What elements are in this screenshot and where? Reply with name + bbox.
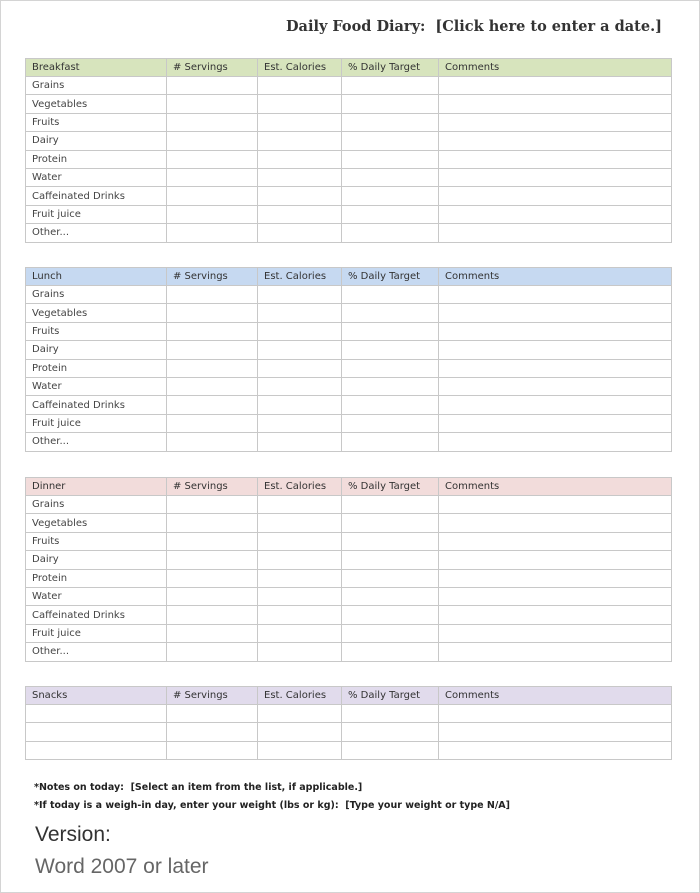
table-row [26, 496, 672, 514]
calories-cell[interactable] [258, 168, 342, 186]
servings-cell[interactable] [167, 224, 258, 242]
daily-target-cell[interactable] [342, 377, 439, 395]
servings-cell[interactable] [167, 187, 258, 205]
food-item-label: Fruits [26, 113, 167, 131]
daily-target-cell[interactable] [342, 496, 439, 514]
daily-target-cell[interactable] [342, 322, 439, 340]
food-item-label: Grains [26, 77, 167, 95]
dinner-table [25, 477, 672, 662]
comments-cell[interactable] [439, 341, 672, 359]
food-item-label: Other... [26, 433, 167, 451]
food-item-label: Fruits [26, 532, 167, 550]
section-label: Dinner [26, 478, 167, 496]
table-row [26, 150, 672, 168]
servings-header: # Servings [167, 687, 258, 705]
comments-header: Comments [439, 59, 672, 77]
food-item-label: Dairy [26, 551, 167, 569]
version-value: Word 2007 or later [35, 855, 209, 878]
table-row [26, 77, 672, 95]
food-item-label: Water [26, 377, 167, 395]
table-row [26, 514, 672, 532]
food-item-label: Caffeinated Drinks [26, 606, 167, 624]
food-item-label: Vegetables [26, 304, 167, 322]
daily-target-cell[interactable] [342, 643, 439, 661]
food-item-label: Other... [26, 643, 167, 661]
comments-cell[interactable] [439, 224, 672, 242]
food-item-label: Fruits [26, 322, 167, 340]
servings-cell[interactable] [167, 205, 258, 223]
table-row [26, 341, 672, 359]
servings-cell[interactable] [167, 132, 258, 150]
table-row [26, 705, 672, 723]
snacks-header-row [26, 687, 672, 705]
comments-cell[interactable] [439, 187, 672, 205]
weight-field[interactable]: [Type your weight or type N/A] [345, 800, 511, 811]
table-row [26, 587, 672, 605]
calories-header: Est. Calories [258, 478, 342, 496]
servings-cell[interactable] [167, 150, 258, 168]
table-row [26, 551, 672, 569]
comments-cell[interactable] [439, 322, 672, 340]
title-label: Daily Food Diary: [285, 18, 426, 35]
daily-target-cell[interactable] [342, 168, 439, 186]
table-row [26, 304, 672, 322]
table-row [26, 377, 672, 395]
calories-cell[interactable] [258, 377, 342, 395]
servings-cell[interactable] [167, 587, 258, 605]
daily-target-cell[interactable] [342, 569, 439, 587]
comments-cell[interactable] [439, 95, 672, 113]
comments-cell[interactable] [439, 514, 672, 532]
servings-cell[interactable] [167, 643, 258, 661]
calories-cell[interactable] [258, 723, 342, 741]
comments-cell[interactable] [439, 433, 672, 451]
date-picker-field[interactable]: [Click here to enter a date.] [435, 18, 662, 35]
snack-item-cell[interactable] [26, 705, 167, 723]
food-item-label: Protein [26, 359, 167, 377]
daily-target-cell[interactable] [342, 433, 439, 451]
comments-cell[interactable] [439, 304, 672, 322]
servings-cell[interactable] [167, 496, 258, 514]
daily-target-cell[interactable] [342, 77, 439, 95]
food-item-label: Grains [26, 496, 167, 514]
daily-target-cell[interactable] [342, 532, 439, 550]
daily-target-cell[interactable] [342, 95, 439, 113]
calories-cell[interactable] [258, 414, 342, 432]
servings-cell[interactable] [167, 168, 258, 186]
snack-item-cell[interactable] [26, 723, 167, 741]
calories-cell[interactable] [258, 496, 342, 514]
calories-cell[interactable] [258, 741, 342, 759]
food-item-label: Water [26, 168, 167, 186]
notes-today [34, 782, 362, 793]
daily-target-cell[interactable] [342, 551, 439, 569]
daily-target-cell[interactable] [342, 359, 439, 377]
comments-cell[interactable] [439, 168, 672, 186]
calories-cell[interactable] [258, 322, 342, 340]
food-item-label: Grains [26, 286, 167, 304]
snacks-table [25, 686, 672, 760]
servings-cell[interactable] [167, 322, 258, 340]
daily-target-cell[interactable] [342, 624, 439, 642]
table-row [26, 168, 672, 186]
servings-cell[interactable] [167, 341, 258, 359]
comments-cell[interactable] [439, 377, 672, 395]
section-label: Snacks [26, 687, 167, 705]
daily-target-cell[interactable] [342, 587, 439, 605]
calories-header: Est. Calories [258, 687, 342, 705]
comments-cell[interactable] [439, 286, 672, 304]
servings-cell[interactable] [167, 377, 258, 395]
food-item-label: Caffeinated Drinks [26, 187, 167, 205]
food-item-label: Dairy [26, 132, 167, 150]
calories-cell[interactable] [258, 624, 342, 642]
daily-target-cell[interactable] [342, 224, 439, 242]
table-row [26, 433, 672, 451]
daily-target-header: % Daily Target [342, 687, 439, 705]
servings-cell[interactable] [167, 359, 258, 377]
calories-cell[interactable] [258, 551, 342, 569]
table-row [26, 606, 672, 624]
servings-cell[interactable] [167, 414, 258, 432]
servings-cell[interactable] [167, 514, 258, 532]
comments-cell[interactable] [439, 150, 672, 168]
weigh-in-note [34, 800, 510, 811]
food-item-label: Other... [26, 224, 167, 242]
food-item-label: Fruit juice [26, 624, 167, 642]
daily-target-cell[interactable] [342, 741, 439, 759]
comments-cell[interactable] [439, 396, 672, 414]
table-row [26, 113, 672, 131]
calories-cell[interactable] [258, 95, 342, 113]
calories-cell[interactable] [258, 205, 342, 223]
calories-cell[interactable] [258, 532, 342, 550]
servings-cell[interactable] [167, 532, 258, 550]
comments-cell[interactable] [439, 643, 672, 661]
daily-target-cell[interactable] [342, 187, 439, 205]
comments-header: Comments [439, 687, 672, 705]
calories-cell[interactable] [258, 569, 342, 587]
servings-cell[interactable] [167, 286, 258, 304]
table-row [26, 322, 672, 340]
daily-target-header: % Daily Target [342, 59, 439, 77]
comments-cell[interactable] [439, 705, 672, 723]
comments-cell[interactable] [439, 624, 672, 642]
daily-target-header: % Daily Target [342, 268, 439, 286]
daily-target-cell[interactable] [342, 723, 439, 741]
table-row [26, 624, 672, 642]
table-row [26, 723, 672, 741]
table-row [26, 132, 672, 150]
servings-header: # Servings [167, 478, 258, 496]
calories-cell[interactable] [258, 433, 342, 451]
dinner-header-row [26, 478, 672, 496]
calories-cell[interactable] [258, 224, 342, 242]
table-row [26, 569, 672, 587]
table-row [26, 95, 672, 113]
snack-item-cell[interactable] [26, 741, 167, 759]
daily-target-cell[interactable] [342, 286, 439, 304]
breakfast-table [25, 58, 672, 243]
comments-cell[interactable] [439, 606, 672, 624]
servings-cell[interactable] [167, 113, 258, 131]
servings-cell[interactable] [167, 723, 258, 741]
daily-target-cell[interactable] [342, 304, 439, 322]
comments-cell[interactable] [439, 205, 672, 223]
servings-cell[interactable] [167, 606, 258, 624]
daily-target-cell[interactable] [342, 396, 439, 414]
comments-cell[interactable] [439, 359, 672, 377]
calories-cell[interactable] [258, 705, 342, 723]
calories-cell[interactable] [258, 286, 342, 304]
calories-cell[interactable] [258, 643, 342, 661]
breakfast-header-row [26, 59, 672, 77]
comments-header: Comments [439, 478, 672, 496]
food-item-label: Protein [26, 150, 167, 168]
comments-cell[interactable] [439, 132, 672, 150]
daily-target-cell[interactable] [342, 205, 439, 223]
servings-cell[interactable] [167, 741, 258, 759]
servings-header: # Servings [167, 268, 258, 286]
comments-cell[interactable] [439, 551, 672, 569]
calories-cell[interactable] [258, 304, 342, 322]
table-row [26, 359, 672, 377]
table-row [26, 187, 672, 205]
daily-target-cell[interactable] [342, 341, 439, 359]
weigh-in-label: *If today is a weigh-in day, enter your weight (lbs or kg): [34, 800, 339, 811]
table-row [26, 205, 672, 223]
calories-cell[interactable] [258, 113, 342, 131]
table-row [26, 414, 672, 432]
table-row [26, 224, 672, 242]
servings-cell[interactable] [167, 569, 258, 587]
calories-cell[interactable] [258, 187, 342, 205]
comments-cell[interactable] [439, 77, 672, 95]
daily-target-header: % Daily Target [342, 478, 439, 496]
lunch-header-row [26, 268, 672, 286]
calories-cell[interactable] [258, 606, 342, 624]
servings-cell[interactable] [167, 396, 258, 414]
table-row [26, 643, 672, 661]
daily-target-cell[interactable] [342, 414, 439, 432]
food-item-label: Protein [26, 569, 167, 587]
daily-target-cell[interactable] [342, 113, 439, 131]
table-row [26, 286, 672, 304]
calories-cell[interactable] [258, 359, 342, 377]
daily-target-cell[interactable] [342, 705, 439, 723]
page-title [286, 18, 662, 35]
comments-cell[interactable] [439, 532, 672, 550]
calories-cell[interactable] [258, 77, 342, 95]
servings-cell[interactable] [167, 705, 258, 723]
servings-cell[interactable] [167, 551, 258, 569]
notes-today-label: *Notes on today: [34, 782, 124, 793]
table-row [26, 532, 672, 550]
servings-cell[interactable] [167, 77, 258, 95]
comments-cell[interactable] [439, 587, 672, 605]
table-row [26, 396, 672, 414]
food-item-label: Vegetables [26, 514, 167, 532]
table-row [26, 741, 672, 759]
comments-cell[interactable] [439, 569, 672, 587]
comments-cell[interactable] [439, 414, 672, 432]
calories-cell[interactable] [258, 341, 342, 359]
servings-cell[interactable] [167, 95, 258, 113]
section-label: Lunch [26, 268, 167, 286]
comments-cell[interactable] [439, 741, 672, 759]
food-item-label: Caffeinated Drinks [26, 396, 167, 414]
calories-header: Est. Calories [258, 59, 342, 77]
daily-target-cell[interactable] [342, 606, 439, 624]
food-item-label: Dairy [26, 341, 167, 359]
calories-cell[interactable] [258, 587, 342, 605]
servings-cell[interactable] [167, 304, 258, 322]
comments-cell[interactable] [439, 113, 672, 131]
comments-header: Comments [439, 268, 672, 286]
calories-header: Est. Calories [258, 268, 342, 286]
servings-cell[interactable] [167, 433, 258, 451]
food-item-label: Vegetables [26, 95, 167, 113]
calories-cell[interactable] [258, 514, 342, 532]
section-label: Breakfast [26, 59, 167, 77]
version-label: Version: [35, 823, 111, 846]
calories-cell[interactable] [258, 132, 342, 150]
food-item-label: Fruit juice [26, 205, 167, 223]
calories-cell[interactable] [258, 150, 342, 168]
daily-target-cell[interactable] [342, 150, 439, 168]
servings-header: # Servings [167, 59, 258, 77]
comments-cell[interactable] [439, 723, 672, 741]
lunch-table [25, 267, 672, 452]
food-item-label: Fruit juice [26, 414, 167, 432]
food-item-label: Water [26, 587, 167, 605]
notes-today-field[interactable]: [Select an item from the list, if applicable.] [130, 782, 363, 793]
calories-cell[interactable] [258, 396, 342, 414]
daily-target-cell[interactable] [342, 132, 439, 150]
servings-cell[interactable] [167, 624, 258, 642]
comments-cell[interactable] [439, 496, 672, 514]
daily-target-cell[interactable] [342, 514, 439, 532]
